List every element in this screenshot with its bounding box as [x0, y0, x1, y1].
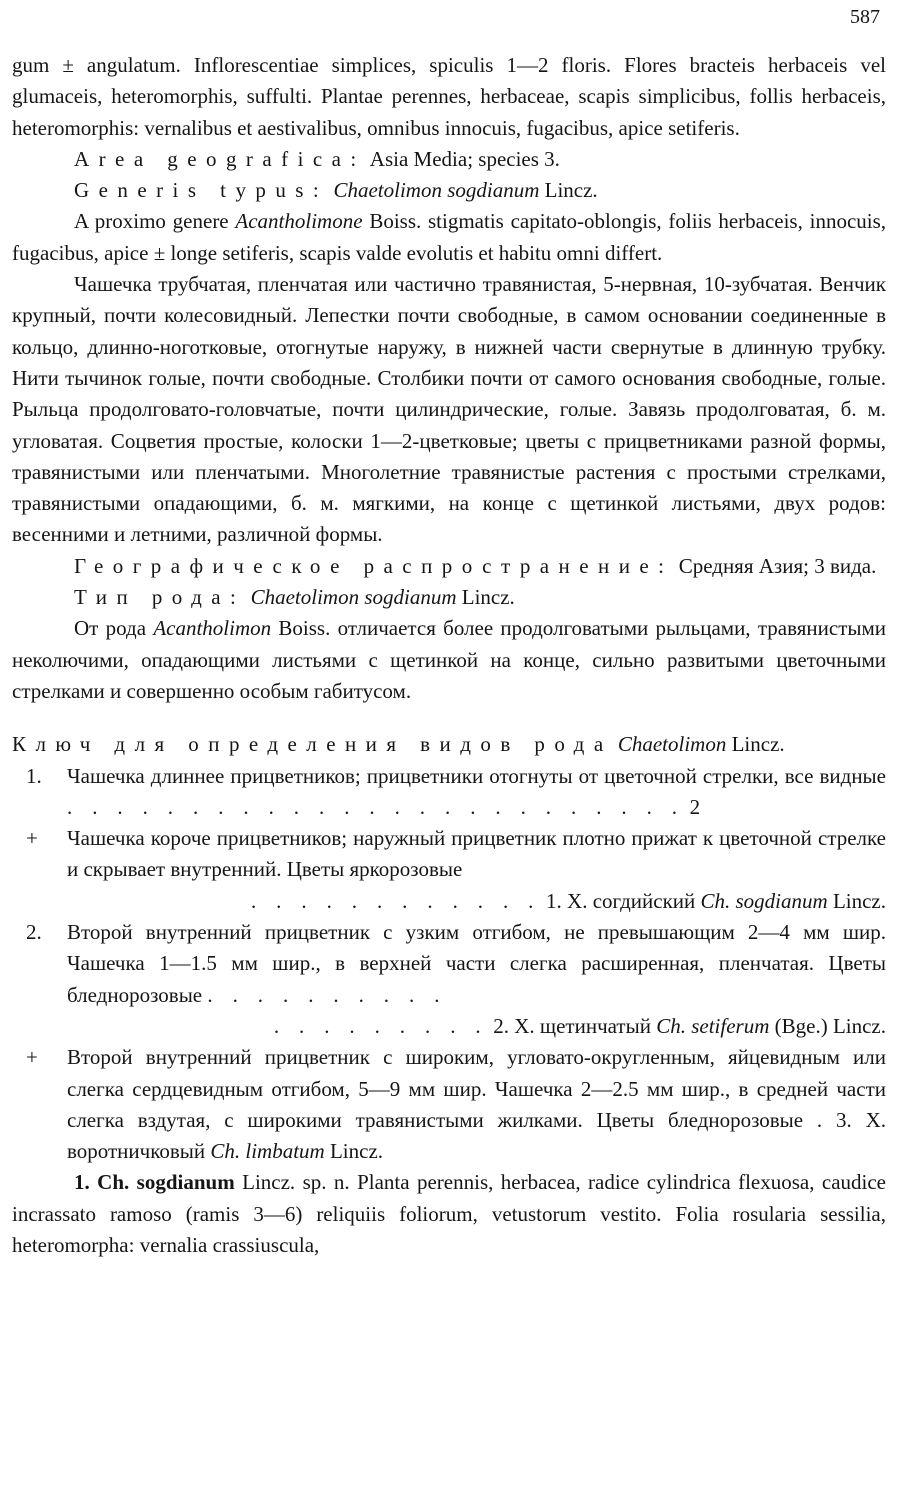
latin-typus	[12, 175, 886, 206]
key-item-target: 2. Х. щетинчатый	[493, 1013, 651, 1038]
latin-differt	[12, 206, 886, 269]
key-item-1b	[12, 823, 886, 917]
species-1-text: Lincz. sp. n. Planta perennis, herbacea, radice cylindrica flexuosa, caudice incrassato ramoso (ramis 3—6) reliquiis foliorum, vetustorum vestito. Folia rosularia sessilia, heteromorpha: vernalia crassiuscula,	[12, 1170, 887, 1257]
page-number: 587	[850, 6, 880, 28]
key-title-author: Lincz.	[731, 732, 785, 757]
differt-lead: A proximo genere	[74, 209, 229, 234]
diff-text: Boiss. отличается более продолговатыми рыльцами, травянистыми неколючими, опадающими листьями с щетинкой на конце, сильно развитыми цветочными стрелками и совершенно особым габитусом.	[12, 616, 887, 703]
typus-label: Generis typus:	[74, 178, 329, 203]
key-item-result	[67, 886, 886, 917]
key-title-text: Ключ для определения видов рода	[12, 732, 613, 757]
geo-text: Средняя Азия; 3 вида.	[678, 553, 877, 578]
key-item-dots: . . . . . . . . . . . . . . . . . . . . . . . . .	[67, 794, 685, 819]
key-item-number: +	[26, 1045, 38, 1070]
key-title-genus: Chaetolimon	[617, 732, 727, 757]
key-item-species: Ch. limbatum	[210, 1139, 325, 1164]
key-item-1	[12, 761, 886, 824]
type-author: Lincz.	[461, 585, 515, 610]
area-label: Area geografica:	[74, 146, 366, 171]
key-item-2	[12, 917, 886, 1042]
russian-geo	[12, 551, 886, 582]
key-item-dots: . . . . . . . . . .	[207, 982, 447, 1007]
key-item-number: 2.	[26, 920, 42, 945]
typus-author: Lincz.	[544, 178, 598, 203]
typus-species: Chaetolimon sogdianum	[333, 178, 540, 203]
key-item-dots: . . . . . . . . .	[273, 1013, 489, 1038]
type-label: Тип рода:	[74, 585, 246, 610]
key-item-text: Второй внутренний прицветник с узким отгибом, не превышающим 2—4 мм шир. Чашечка 1—1.5 мм шир., в верхней части слегка расширенная, пленчатая. Цветы бледнорозовые	[67, 920, 886, 1007]
key-item-target: 2	[689, 794, 701, 819]
differt-genus: Acantholimone	[235, 209, 363, 234]
key-title	[12, 729, 886, 760]
key-item-dots: . . . . . . . . . . . .	[250, 888, 541, 913]
diff-genus: Acantholimon	[153, 616, 272, 641]
type-species: Chaetolimon sogdianum	[250, 585, 457, 610]
russian-diff	[12, 613, 886, 707]
key-item-author: Lincz.	[329, 1139, 384, 1164]
key-item-species: Ch. sogdianum	[700, 888, 828, 913]
species-1-description	[12, 1167, 886, 1261]
key-item-text: Чашечка короче прицветников; наружный прицветник плотно прижат к цветочной стрелке и скрывает внутренний. Цветы яркорозовые	[67, 826, 886, 882]
key-item-text: Второй внутренний прицветник с широким, угловато-округленным, яйцевидным или слегка сердцевидным отгибом, 5—9 мм шир. Чашечка 2—2.5 мм шир., в средней части слегка вздутая, с широкими травянистыми жилками. Цветы бледнорозовые .	[67, 1045, 886, 1132]
key-item-number: 1.	[26, 763, 42, 788]
section-gap	[12, 707, 886, 729]
key-item-author: Lincz.	[832, 888, 886, 913]
key-item-result	[67, 1011, 886, 1042]
key-item-species: Ch. setiferum	[656, 1013, 770, 1038]
species-1-name: 1. Ch. sogdianum	[74, 1170, 235, 1195]
latin-area	[12, 144, 886, 175]
russian-type	[12, 582, 886, 613]
diff-lead: От рода	[74, 616, 147, 641]
russian-description: Чашечка трубчатая, пленчатая или частично травянистая, 5-нервная, 10-зубчатая. Венчик крупный, почти колесовидный. Лепестки почти свободные, в самом основании соединенные в кольцо, длинно-ноготковые, отогнутые наружу, в нижней части свернутые в длинную трубку. Нити тычинок голые, почти свободные. Столбики почти от самого основания свободные, голые. Рыльца продолговато-головчатые, почти цилиндрические, голые. Завязь продолговатая, б. м. угловатая. Соцветия простые, колоски 1—2-цветковые; цветы с прицветниками разной формы, травянистыми или пленчатыми. Многолетние травянистые растения с простыми стрелками, травянистыми опадающими, б. м. мягкими, на конце с щетинкой листьями, двух родов: весенними и летними, различной формы.	[12, 272, 886, 547]
key-item-target: 3. Х. воротничковый	[67, 1107, 886, 1164]
key-item-text: Чашечка длиннее прицветников; прицветники отогнуты от цветочной стрелки, все видные	[67, 763, 886, 788]
body-text	[12, 50, 886, 1261]
geo-label: Географическое распространение:	[74, 553, 674, 578]
differt-text: Boiss. stigmatis capitato-oblongis, foliis herbaceis, innocuis, fugacibus, apice ± longe setiferis, scapis valde evolutis et habitu omni differt.	[12, 209, 887, 265]
area-text: Asia Media; species 3.	[369, 146, 560, 171]
key-item-author: (Bge.) Lincz.	[774, 1013, 886, 1038]
latin-diagnosis: gum ± angulatum. Inflorescentiae simplices, spiculis 1—2 floris. Flores bracteis herbaceis vel glumaceis, heteromorphis, suffulti. Plantae perennes, herbaceae, scapis simplicibus, follis herbaceis, heteromorphis: vernalibus et aestivalibus, omnibus innocuis, fugacibus, apice setiferis.	[12, 53, 886, 140]
key-item-target: 1. Х. согдийский	[546, 888, 696, 913]
key-item-number: +	[26, 826, 38, 851]
key-item-2b	[12, 1042, 886, 1167]
